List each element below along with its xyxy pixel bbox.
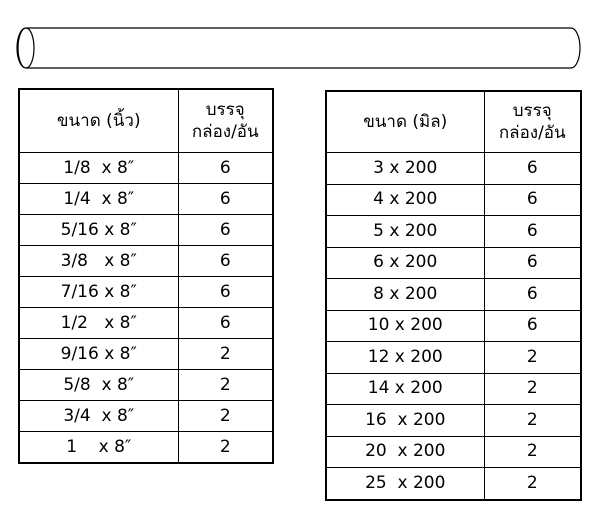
table-row [19,432,273,464]
size-cell: 5 x 200 [326,216,484,248]
table-row [326,216,581,248]
table-row [19,339,273,370]
qty-cell: 6 [484,247,581,279]
qty-cell: 6 [178,246,273,277]
size-cell: 16 x 200 [326,405,484,437]
qty-cell: 2 [178,401,273,432]
table-row [19,277,273,308]
table-row [326,342,581,374]
qty-cell: 6 [484,310,581,342]
size-cell: 20 x 200 [326,436,484,468]
table-header-row [19,89,273,153]
table-row [326,153,581,185]
qty-cell: 6 [484,216,581,248]
qty-cell: 6 [484,279,581,311]
qty-cell: 2 [484,436,581,468]
size-cell: 5/8 x 8″ [19,370,178,401]
pack-header-line2: กล่อง/อัน [191,122,259,142]
size-cell: 9/16 x 8″ [19,339,178,370]
table-row [326,436,581,468]
table-row [326,373,581,405]
table-row [19,370,273,401]
size-cell: 3/4 x 8″ [19,401,178,432]
table-row [19,308,273,339]
size-cell: 3 x 200 [326,153,484,185]
size-cell: 1 x 8″ [19,432,178,464]
size-cell: 8 x 200 [326,279,484,311]
qty-cell: 2 [178,370,273,401]
qty-cell: 2 [178,339,273,370]
size-cell: 14 x 200 [326,373,484,405]
inch-size-table [18,88,274,464]
qty-cell: 6 [178,215,273,246]
column-header-pack [178,89,273,153]
size-cell: 1/4 x 8″ [19,184,178,215]
pack-header-line2: กล่อง/อัน [498,123,566,143]
qty-cell: 2 [484,468,581,500]
table-row [19,153,273,184]
rod-body [17,28,580,68]
qty-cell: 6 [484,153,581,185]
pack-header-line1: บรรจุ [205,100,245,120]
size-cell: 7/16 x 8″ [19,277,178,308]
qty-cell: 6 [484,184,581,216]
rod-end-face [18,28,34,68]
mm-size-table [325,90,582,501]
table-row [326,279,581,311]
qty-cell: 6 [178,277,273,308]
size-cell: 6 x 200 [326,247,484,279]
qty-cell: 2 [484,405,581,437]
rod-illustration [16,26,582,70]
table-row [326,468,581,500]
size-cell: 10 x 200 [326,310,484,342]
qty-cell: 2 [484,342,581,374]
size-cell: 4 x 200 [326,184,484,216]
column-header-pack [484,91,581,153]
qty-cell: 6 [178,184,273,215]
size-cell: 3/8 x 8″ [19,246,178,277]
qty-cell: 2 [178,432,273,464]
size-cell: 12 x 200 [326,342,484,374]
table-row [19,246,273,277]
table-row [19,215,273,246]
qty-cell: 6 [178,308,273,339]
size-cell: 1/2 x 8″ [19,308,178,339]
table-row [19,401,273,432]
qty-cell: 2 [484,373,581,405]
qty-cell: 6 [178,153,273,184]
table-row [326,310,581,342]
size-cell: 25 x 200 [326,468,484,500]
size-cell: 5/16 x 8″ [19,215,178,246]
pack-header-line1: บรรจุ [512,101,552,121]
table-row [19,184,273,215]
table-row [326,184,581,216]
column-header-size: ขนาด (นิ้ว) [19,89,178,153]
table-row [326,247,581,279]
size-cell: 1/8 x 8″ [19,153,178,184]
column-header-size: ขนาด (มิล) [326,91,484,153]
table-row [326,405,581,437]
table-header-row [326,91,581,153]
